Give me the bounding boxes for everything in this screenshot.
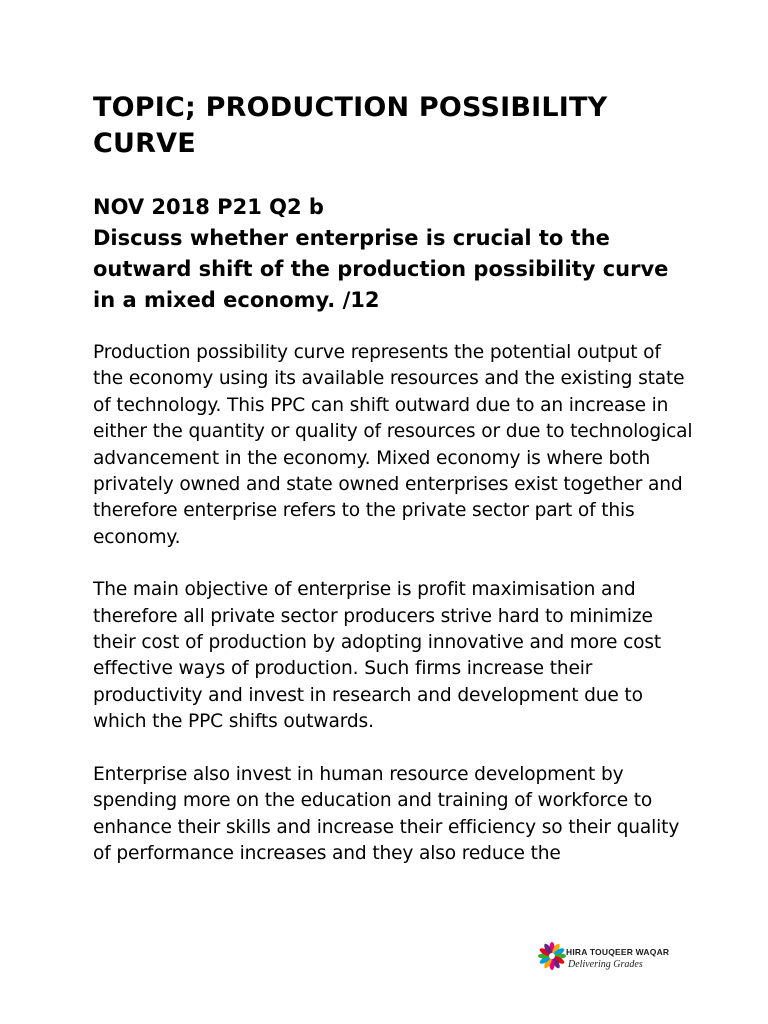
question-reference: NOV 2018 P21 Q2 b [93,195,324,219]
paragraph-2: The main objective of enterprise is profit maximisation and therefore all private sector producers strive hard to minimize their cost of production by adopting innovative and more cost effective ways of production. Such firms increase their productivity and invest in research and development due to which the PPC shifts outwards. [93,579,662,733]
document-page [93,90,693,867]
paragraph-1: Production possibility curve represents the potential output of the economy using its available resources and the existing state of technology. This PPC can shift outward due to an increase in either the quantity or quality of resources or due to technological advancement in the economy. Mixed economy is where both privately owned and state owned enterprises exist together and therefore enterprise refers to the private sector part of this economy. [93,342,693,548]
logo-tagline: Delivering Grades [568,959,643,970]
logo-name: HIRA TOUQEER WAQAR [566,947,670,957]
flower-icon [538,940,568,974]
question-block [93,192,693,316]
document-title: TOPIC; PRODUCTION POSSIBILITY CURVE [93,92,608,159]
paragraph-3: Enterprise also invest in human resource development by spending more on the education and training of workforce to enhance their skills and increase their efficiency so their quality of performance increases and they also reduce the [93,763,680,864]
question-text: Discuss whether enterprise is crucial to the outward shift of the production possibility curve in a mixed economy. /12 [93,226,669,312]
brand-logo [538,940,678,980]
